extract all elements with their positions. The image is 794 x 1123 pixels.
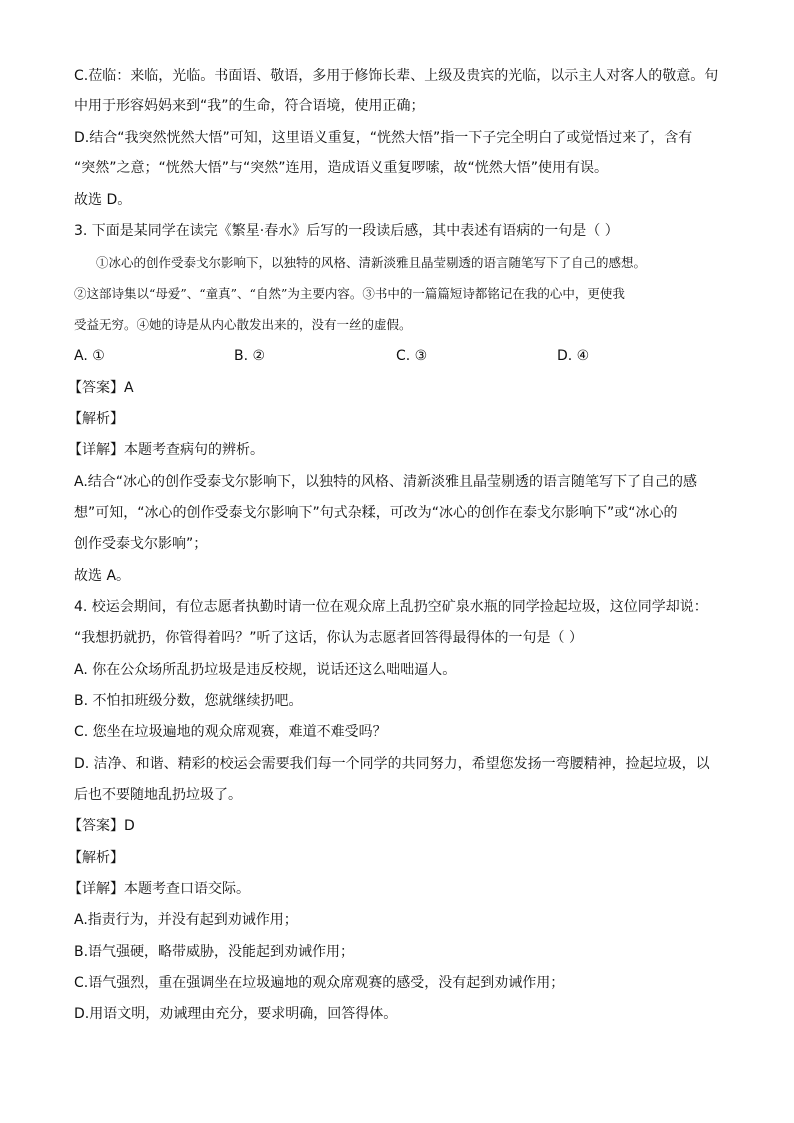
q3-analysis-label: 【解析】 [68,411,124,427]
q4-explain-b: B.语气强硬，略带威胁，没能起到劝诫作用； [74,944,355,960]
q4-explain-a: A.指责行为，并没有起到劝诫作用； [74,912,298,928]
q4-option-a: A. 你在公众场所乱扔垃圾是违反校规，说话还这么咄咄逼人。 [74,662,457,678]
q4-analysis-label: 【解析】 [68,850,124,866]
q4-stem-line1: 4. 校运会期间，有位志愿者执勤时请一位在观众席上乱扔空矿泉水瓶的同学捡起垃圾，这位同学却说： [74,599,708,615]
q2-option-d-line1: D.结合“我突然恍然大悟”可知，这里语义重复，“恍然大悟”指一下子完全明白了或觉悟过来了，含有 [74,130,693,146]
q4-option-b: B. 不怕扣班级分数，您就继续扔吧。 [74,693,303,709]
q3-passage-line2: ②这部诗集以“母爱”、“童真”、“自然”为主要内容。③书中的一篇篇短诗都铭记在我的心中，更使我 [74,286,625,301]
q3-choose: 故选 A。 [74,568,131,584]
q2-option-d-line2: “突然”之意；“恍然大悟”与“突然”连用，造成语义重复啰嗦，故“恍然大悟”使用有误。 [74,160,609,176]
q2-option-c-line1: C.莅临：来临，光临。书面语、敬语，多用于修饰长辈、上级及贵宾的光临，以示主人对客人的敬意。句 [74,68,719,84]
q3-explain-line2: 想”可知，“冰心的创作受泰戈尔影响下”句式杂糅，可改为“冰心的创作在泰戈尔影响下”或“冰心的 [74,505,678,521]
q2-choose: 故选 D。 [74,192,132,208]
q4-option-d-line1: D. 洁净、和谐、精彩的校运会需要我们每一个同学的共同努力，希望您发扬一弯腰精神，捡起垃圾，以 [74,756,710,772]
q3-detail: 【详解】本题考查病句的辨析。 [68,442,264,458]
q3-explain-line1: A.结合“冰心的创作受泰戈尔影响下，以独特的风格、清新淡雅且晶莹剔透的语言随笔写下了自己的感 [74,474,698,490]
q4-detail: 【详解】本题考查口语交际。 [68,881,250,897]
q4-explain-d: D.用语文明，劝诫理由充分，要求明确，回答得体。 [74,1006,398,1022]
q3-explain-line3: 创作受泰戈尔影响”； [74,536,208,552]
q3-option-b: B. ② [234,348,266,364]
q4-explain-c: C.语气强烈，重在强调坐在垃圾遍地的观众席观赛的感受，没有起到劝诫作用； [74,975,565,991]
q3-stem: 3. 下面是某同学在读完《繁星·春水》后写的一段读后感，其中表述有语病的一句是（ ） [74,223,619,239]
q4-option-c: C. 您坐在垃圾遍地的观众席观赛，难道不难受吗？ [74,724,387,740]
q3-passage-line1: ①冰心的创作受泰戈尔影响下，以独特的风格、清新淡雅且晶莹剔透的语言随笔写下了自己的感想。 [96,255,647,270]
q4-stem-line2: “我想扔就扔，你管得着吗？”听了这话，你认为志愿者回答得最得体的一句是（ ） [74,630,583,646]
q3-option-d: D. ④ [557,348,590,364]
q4-answer: 【答案】D [68,818,135,834]
q3-passage-line3: 受益无穷。④她的诗是从内心散发出来的，没有一丝的虚假。 [74,317,412,332]
q4-option-d-line2: 后也不要随地乱扔垃圾了。 [74,787,242,803]
q3-option-c: C. ③ [396,348,428,364]
q3-option-a: A. ① [74,348,105,364]
q2-option-c-line2: 中用于形容妈妈来到“我”的生命，符合语境，使用正确； [74,98,425,114]
q3-answer: 【答案】A [68,380,134,396]
